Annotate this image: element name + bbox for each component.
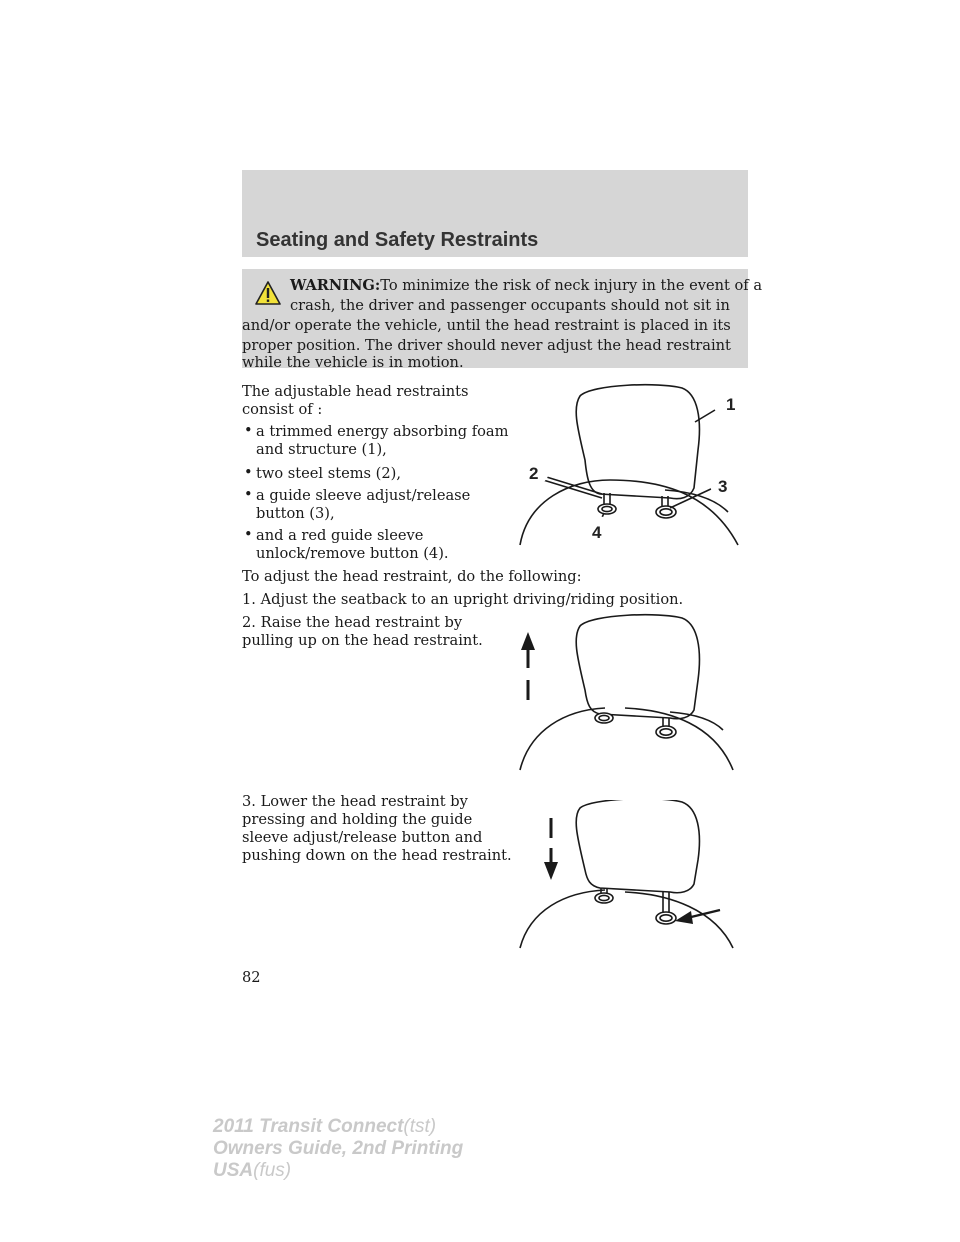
callout-2: 2 xyxy=(529,464,539,483)
footer-market: USA xyxy=(213,1160,254,1181)
step-2-line-2: pulling up on the head restraint. xyxy=(242,632,483,649)
lower-head-restraint-figure xyxy=(515,800,740,955)
footer-edition: Owners Guide, 2nd Printing xyxy=(213,1138,464,1159)
instructions-lead: To adjust the head restraint, do the following: xyxy=(242,568,582,585)
component-2-line-1: two steel stems (2), xyxy=(256,465,401,482)
warning-icon xyxy=(255,281,281,305)
component-4-line-2: unlock/remove button (4). xyxy=(256,545,449,562)
component-1-line-2: and structure (1), xyxy=(256,441,387,458)
head-restraint-components-figure xyxy=(510,380,750,550)
component-1-line-1: a trimmed energy absorbing foam xyxy=(256,423,509,440)
warning-text-1: To minimize the risk of neck injury in the event of a xyxy=(380,277,763,294)
step-3-line-2: pressing and holding the guide xyxy=(242,811,473,828)
bullet-symbol: • xyxy=(244,526,253,543)
step-3-line-1: 3. Lower the head restraint by xyxy=(242,793,468,810)
warning-label: WARNING: xyxy=(290,277,381,294)
component-3-line-1: a guide sleeve adjust/release xyxy=(256,487,471,504)
bullet-symbol: • xyxy=(244,486,253,503)
footer-model-code: (tst) xyxy=(403,1116,437,1137)
warning-line-4: proper position. The driver should never adjust the head restraint xyxy=(242,337,731,354)
step-3-line-4: pushing down on the head restraint. xyxy=(242,847,512,864)
footer-line-2 xyxy=(213,1138,463,1160)
step-3-line-3: sleeve adjust/release button and xyxy=(242,829,483,846)
callout-3: 3 xyxy=(718,477,728,496)
footer-line-3 xyxy=(213,1160,291,1182)
callout-4: 4 xyxy=(592,523,602,542)
section-title: Seating and Safety Restraints xyxy=(256,229,539,251)
warning-line-3: and/or operate the vehicle, until the head restraint is placed in its xyxy=(242,317,731,334)
intro-line-1: The adjustable head restraints xyxy=(242,383,469,400)
footer-line-1 xyxy=(213,1116,436,1138)
bullet-symbol: • xyxy=(244,422,253,439)
warning-line-1 xyxy=(290,276,762,296)
page-number: 82 xyxy=(242,969,261,986)
footer-market-code: (fus) xyxy=(253,1160,292,1181)
bullet-symbol: • xyxy=(244,464,253,481)
component-3-line-2: button (3), xyxy=(256,505,335,522)
component-4-line-1: and a red guide sleeve xyxy=(256,527,424,544)
raise-head-restraint-figure xyxy=(515,610,740,775)
intro-line-2: consist of : xyxy=(242,401,323,418)
step-1: 1. Adjust the seatback to an upright driving/riding position. xyxy=(242,591,684,608)
warning-line-5: while the vehicle is in motion. xyxy=(242,354,464,371)
warning-line-2: crash, the driver and passenger occupants should not sit in xyxy=(290,297,730,314)
footer-model: 2011 Transit Connect xyxy=(213,1116,404,1137)
callout-1: 1 xyxy=(726,395,736,414)
step-2-line-1: 2. Raise the head restraint by xyxy=(242,614,463,631)
